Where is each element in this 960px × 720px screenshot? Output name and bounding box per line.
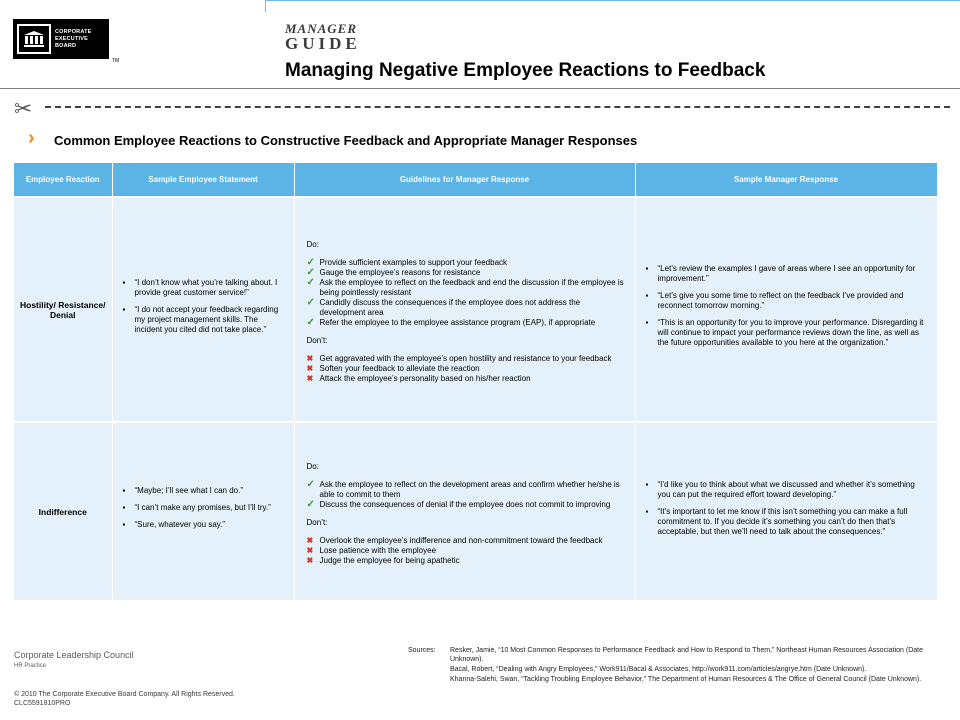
list-item: ✖ Judge the employee for being apathetic [306,555,460,565]
cross-icon: ✖ [306,353,314,363]
dont-label: Don’t: [306,517,328,527]
statement-cell [112,197,294,422]
cross-icon: ✖ [306,373,314,383]
check-icon: ✓ [306,256,315,268]
sources [408,646,942,685]
list-item: ▪ “I do not accept your feedback regarding my project management skills. The incident you cited did not take place.” [135,305,284,335]
list-item: ▪ “This is an opportunity for you to improve your performance. Disregarding it will continue to impact your performance reviews down the line, as well as the future opportunities available to you here at the organization.” [658,318,927,348]
list-item: ▪ “Sure, whatever you say.” [135,520,284,530]
source-item: Khanna-Salehi, Swan, “Tackling Troubling Employee Behavior,” The Department of Human Resources & The Office of General Council (Date Unknown). [450,676,922,683]
reaction-cell: Indifference [14,422,112,600]
response-cell [635,197,937,422]
header-response: Sample Manager Response [635,163,937,197]
cross-icon: ✖ [306,545,314,555]
trademark: TM [112,58,120,64]
check-icon: ✓ [306,276,315,288]
check-icon: ✓ [306,266,315,278]
council-name: Corporate Leadership Council [14,650,134,660]
check-icon: ✓ [306,296,315,308]
check-icon: ✓ [306,316,315,328]
list-item: ✖ Soften your feedback to alleviate the reaction [306,363,480,373]
header-guidelines: Guidelines for Manager Response [294,163,635,197]
chevron-right-icon: › [28,127,35,149]
scissors-icon: ✂ [14,96,33,121]
list-item: ▪ “I can’t make any promises, but I’ll try.” [135,503,284,513]
list-item: ✓ Ask the employee to reflect on the feedback and end the discussion if the employee is being pointlessly resistant [306,276,624,297]
response-cell [635,422,937,600]
dont-label: Don’t: [306,335,328,345]
reactions-table [14,163,938,600]
list-item: ✖ Lose patience with the employee [306,545,437,555]
cut-line [45,106,950,108]
statement-cell [112,422,294,600]
guidelines-cell [294,197,635,422]
list-item: ✓ Gauge the employee’s reasons for resistance [306,266,481,278]
list-item: ▪ “It’s important to let me know if this isn’t something you can make a full commitment to. If you decide it’s something you can’t do then that’s acceptable, but then we’ll need to talk about the consequences.” [658,507,927,537]
building-icon [17,24,51,54]
guidelines-cell [294,422,635,600]
title-divider [0,88,960,89]
footer-council [14,650,134,672]
reaction-cell: Hostility/ Resistance/ Denial [14,197,112,422]
copyright: © 2010 The Corporate Executive Board Company. All Rights Reserved. CLC5591810PRO [14,691,235,707]
do-label: Do: [306,239,319,249]
list-item: ▪ “I don’t know what you’re talking about. I provide great customer service!” [135,278,284,298]
table-row [14,422,937,600]
list-item: ✓ Candidly discuss the consequences if the employee does not address the development area [306,296,581,317]
header-reaction: Employee Reaction [14,163,112,197]
header-statement: Sample Employee Statement [112,163,294,197]
page-title: Managing Negative Employee Reactions to Feedback [285,60,766,81]
table-header-row [14,163,937,197]
source-item: Resker, Jamie, “10 Most Common Responses to Performance Feedback and How to Respond to Them,” Northeast Human Resources Association (Date Unknown). [450,647,923,663]
check-icon: ✓ [306,498,315,510]
cross-icon: ✖ [306,363,314,373]
list-item: ✓ Ask the employee to reflect on the development areas and confirm whether he/she is able to commit to them [306,478,620,499]
sources-label: Sources: [408,647,436,654]
ceb-logo [13,19,109,59]
check-icon: ✓ [306,478,315,490]
source-item: Bacal, Robert, “Dealing with Angry Employees,” Work911/Bacal & Associates, http://work911.com/articles/angrye.htm (Date Unknown). [450,666,867,673]
list-item: ✓ Provide sufficient examples to support your feedback [306,256,508,268]
practice-name: HR Practice [14,663,47,669]
cross-icon: ✖ [306,555,314,565]
list-item: ▪ “Let’s review the examples I gave of areas where I see an opportunity for improvement.” [658,264,927,284]
list-item: ▪ “Maybe; I’ll see what I can do.” [135,486,284,496]
list-item: ✖ Overlook the employee’s indifference and non-commitment toward the feedback [306,535,603,545]
section-subtitle: Common Employee Reactions to Constructive Feedback and Appropriate Manager Responses [54,133,638,148]
do-label: Do: [306,461,319,471]
cross-icon: ✖ [306,535,314,545]
list-item: ✖ Get aggravated with the employee’s open hostility and resistance to your feedback [306,353,612,363]
list-item: ✖ Attack the employee’s personality based on his/her reaction [306,373,531,383]
list-item: ▪ “I’d like you to think about what we discussed and whether it’s something you can put the required effort toward developing.” [658,480,927,500]
list-item: ▪ “Let’s give you some time to reflect on the feedback I’ve provided and reconnect tomorrow morning.” [658,291,927,311]
manager-guide-logo: MANAGER GUIDE [285,21,361,53]
ceb-logo-text: CORPORATE EXECUTIVE BOARD [55,28,92,49]
list-item: ✓ Refer the employee to the employee assistance program (EAP), if appropriate [306,316,596,328]
table-row [14,197,937,422]
list-item: ✓ Discuss the consequences of denial if the employee does not commit to improving [306,498,611,510]
